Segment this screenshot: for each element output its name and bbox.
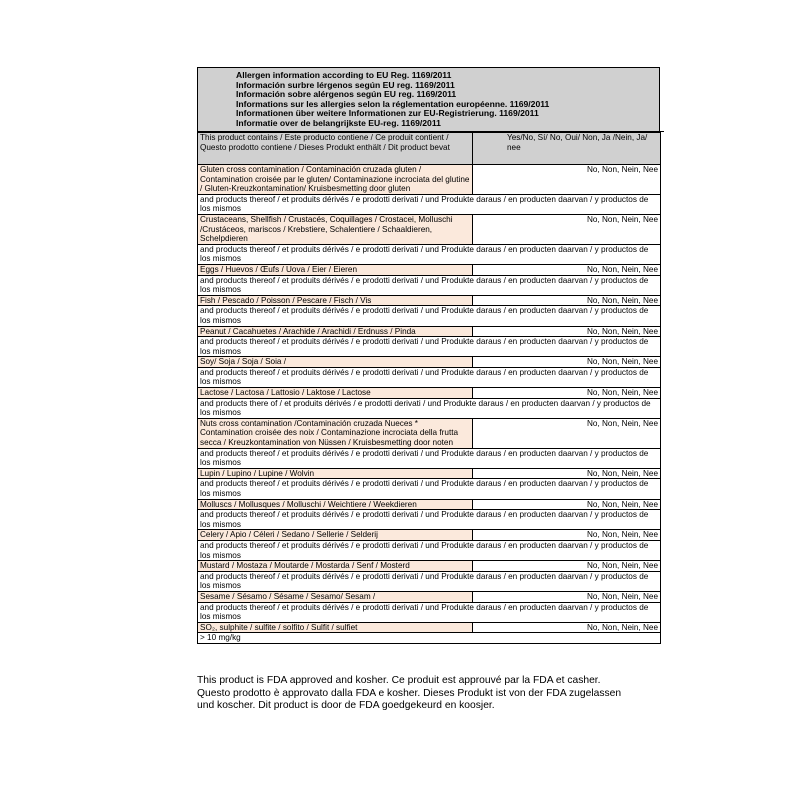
allergen-row (198, 295, 661, 306)
derived-products-row (198, 571, 661, 591)
derived-products-note: and products thereof / et produits dérivés / e prodotti derivati / und Produkte daraus / en producten daarvan / y productos de los mismos (198, 306, 661, 326)
allergen-row (198, 357, 661, 368)
derived-products-note: and products thereof / et produits dérivés / e prodotti derivati / und Produkte daraus / en producten daarvan / y productos de los mismos (198, 275, 661, 295)
allergen-name: Peanut / Cacahuetes / Arachide / Arachidi / Erdnuss / Pinda (198, 326, 473, 337)
allergen-value: No, Non, Nein, Nee (473, 295, 661, 306)
allergen-row (198, 214, 661, 244)
allergen-value: No, Non, Nein, Nee (473, 326, 661, 337)
derived-products-row (198, 244, 661, 264)
table-header-row (198, 133, 661, 165)
allergen-value: No, Non, Nein, Nee (473, 418, 661, 448)
derived-products-row (198, 367, 661, 387)
derived-products-row (198, 194, 661, 214)
derived-products-note: and products thereof / et produits dérivés / e prodotti derivati / und Produkte daraus / en producten daarvan / y productos de los mismos (198, 540, 661, 560)
derived-products-row (198, 275, 661, 295)
allergen-row (198, 468, 661, 479)
derived-products-row (198, 633, 661, 644)
allergen-value: No, Non, Nein, Nee (473, 165, 661, 195)
allergen-name: Gluten cross contamination / Contaminación cruzada gluten / Contamination croisée par le gluten/ Contaminazione incrociata del glutine / Gluten-Kreuzkontamination/ Kruisbesmetting door gluten (198, 165, 473, 195)
derived-products-row (198, 510, 661, 530)
derived-products-note: and products there of / et produits dérivés / e prodotti derivati / und Produkte daraus / en producten daarvan / y productos de los mismos (198, 398, 661, 418)
allergen-value: No, Non, Nein, Nee (473, 499, 661, 510)
allergen-row (198, 591, 661, 602)
derived-products-note: and products thereof / et produits dérivés / e prodotti derivati / und Produkte daraus / en producten daarvan / y productos de los mismos (198, 479, 661, 499)
allergen-name: Fish / Pescado / Poisson / Pescare / Fisch / Vis (198, 295, 473, 306)
allergen-row (198, 561, 661, 572)
allergen-name: Crustaceans, Shellfish / Crustacés, Coquillages / Crostacei, Molluschi /Crustáceos, mariscos / Krebstiere, Schalentiere / Schaaldieren, Schelpdieren (198, 214, 473, 244)
allergen-name: Mustard / Mostaza / Moutarde / Mostarda / Senf / Mosterd (198, 561, 473, 572)
header-contains: This product contains / Este producto contiene / Ce produit contient / Questo prodotto contiene / Dieses Produkt enthält / Dit product bevat (198, 133, 473, 165)
allergen-name: SO₂, sulphite / sulfite / solfito / Sulfit / sulfiet (198, 622, 473, 633)
allergen-value: No, Non, Nein, Nee (473, 622, 661, 633)
derived-products-note: and products thereof / et produits dérivés / e prodotti derivati / und Produkte daraus / en producten daarvan / y productos de los mismos (198, 602, 661, 622)
derived-products-note: and products thereof / et produits dérivés / e prodotti derivati / und Produkte daraus / en producten daarvan / y productos de los mismos (198, 244, 661, 264)
title-line: Informatie over de belangrijkste EU-reg. 1169/2011 (236, 117, 441, 128)
allergen-name: Celery / Apio / Céleri / Sedano / Sellerie / Selderij (198, 530, 473, 541)
allergen-row (198, 530, 661, 541)
table-edge-mark (660, 131, 664, 132)
derived-products-note: and products thereof / et produits dérivés / e prodotti derivati / und Produkte daraus / en producten daarvan / y productos de los mismos (198, 448, 661, 468)
derived-products-note: and products thereof / et produits dérivés / e prodotti derivati / und Produkte daraus / en producten daarvan / y productos de los mismos (198, 337, 661, 357)
allergen-row (198, 499, 661, 510)
footer-note: This product is FDA approved and kosher. Ce produit est approuvé par la FDA et casher. Questo prodotto è approvato dalla FDA e kosher. Dieses Produkt ist von der FDA zugelassen und koscher. Dit product is door de FDA goedgekeurd en koosjer. (197, 675, 622, 712)
allergen-row (198, 165, 661, 195)
allergen-row (198, 622, 661, 633)
allergen-document (197, 67, 660, 644)
title-line: Informationen über weitere Informationen zur EU-Registrierung. 1169/2011 (236, 108, 539, 119)
title-line: Información sobre alérgenos según EU reg. 1169/2011 (236, 89, 457, 100)
allergen-value: No, Non, Nein, Nee (473, 264, 661, 275)
title-line: Información surbre lérgenos según EU reg. 1169/2011 (236, 79, 455, 90)
allergen-value: No, Non, Nein, Nee (473, 468, 661, 479)
derived-products-row (198, 540, 661, 560)
derived-products-row (198, 306, 661, 326)
allergen-name: Lupin / Lupino / Lupine / Wolvin (198, 468, 473, 479)
derived-products-note: and products thereof / et produits dérivés / e prodotti derivati / und Produkte daraus / en producten daarvan / y productos de los mismos (198, 367, 661, 387)
title-box (197, 67, 660, 132)
allergen-name: Lactose / Lactosa / Lattosio / Laktose / Lactose (198, 388, 473, 399)
derived-products-note: and products thereof / et produits dérivés / e prodotti derivati / und Produkte daraus / en producten daarvan / y productos de los mismos (198, 571, 661, 591)
allergen-name: Molluscs / Mollusques / Molluschi / Weichtiere / Weekdieren (198, 499, 473, 510)
allergen-value: No, Non, Nein, Nee (473, 388, 661, 399)
allergen-name: Eggs / Huevos / Œufs / Uova / Eier / Eieren (198, 264, 473, 275)
allergen-row (198, 388, 661, 399)
allergen-row (198, 418, 661, 448)
derived-products-note: and products thereof / et produits dérivés / e prodotti derivati / und Produkte daraus / en producten daarvan / y productos de los mismos (198, 510, 661, 530)
allergen-row (198, 264, 661, 275)
allergen-value: No, Non, Nein, Nee (473, 561, 661, 572)
header-answer: Yes/No, Sí/ No, Oui/ Non, Ja /Nein, Ja/ nee (473, 133, 661, 165)
allergen-table (197, 132, 661, 644)
derived-products-row (198, 398, 661, 418)
allergen-name: Sesame / Sésamo / Sésame / Sesamo/ Sesam / (198, 591, 473, 602)
allergen-row (198, 326, 661, 337)
allergen-value: No, Non, Nein, Nee (473, 530, 661, 541)
derived-products-note: and products thereof / et produits dérivés / e prodotti derivati / und Produkte daraus / en producten daarvan / y productos de los mismos (198, 194, 661, 214)
derived-products-row (198, 337, 661, 357)
allergen-name: Soy/ Soja / Soja / Soia / (198, 357, 473, 368)
allergen-value: No, Non, Nein, Nee (473, 214, 661, 244)
title-line: Allergen information according to EU Reg. 1169/2011 (236, 70, 452, 80)
allergen-value: No, Non, Nein, Nee (473, 591, 661, 602)
derived-products-note: > 10 mg/kg (198, 633, 661, 644)
derived-products-row (198, 448, 661, 468)
allergen-value: No, Non, Nein, Nee (473, 357, 661, 368)
derived-products-row (198, 602, 661, 622)
allergen-name: Nuts cross contamination /Contaminación cruzada Nueces * Contamination croisée des noix / Contaminazione incrociata della frutta secca / Kreuzkontamination von Nüssen / Kruisbesmetting door noten (198, 418, 473, 448)
title-line: Informations sur les allergies selon la réglementation européenne. 1169/2011 (236, 98, 550, 109)
derived-products-row (198, 479, 661, 499)
